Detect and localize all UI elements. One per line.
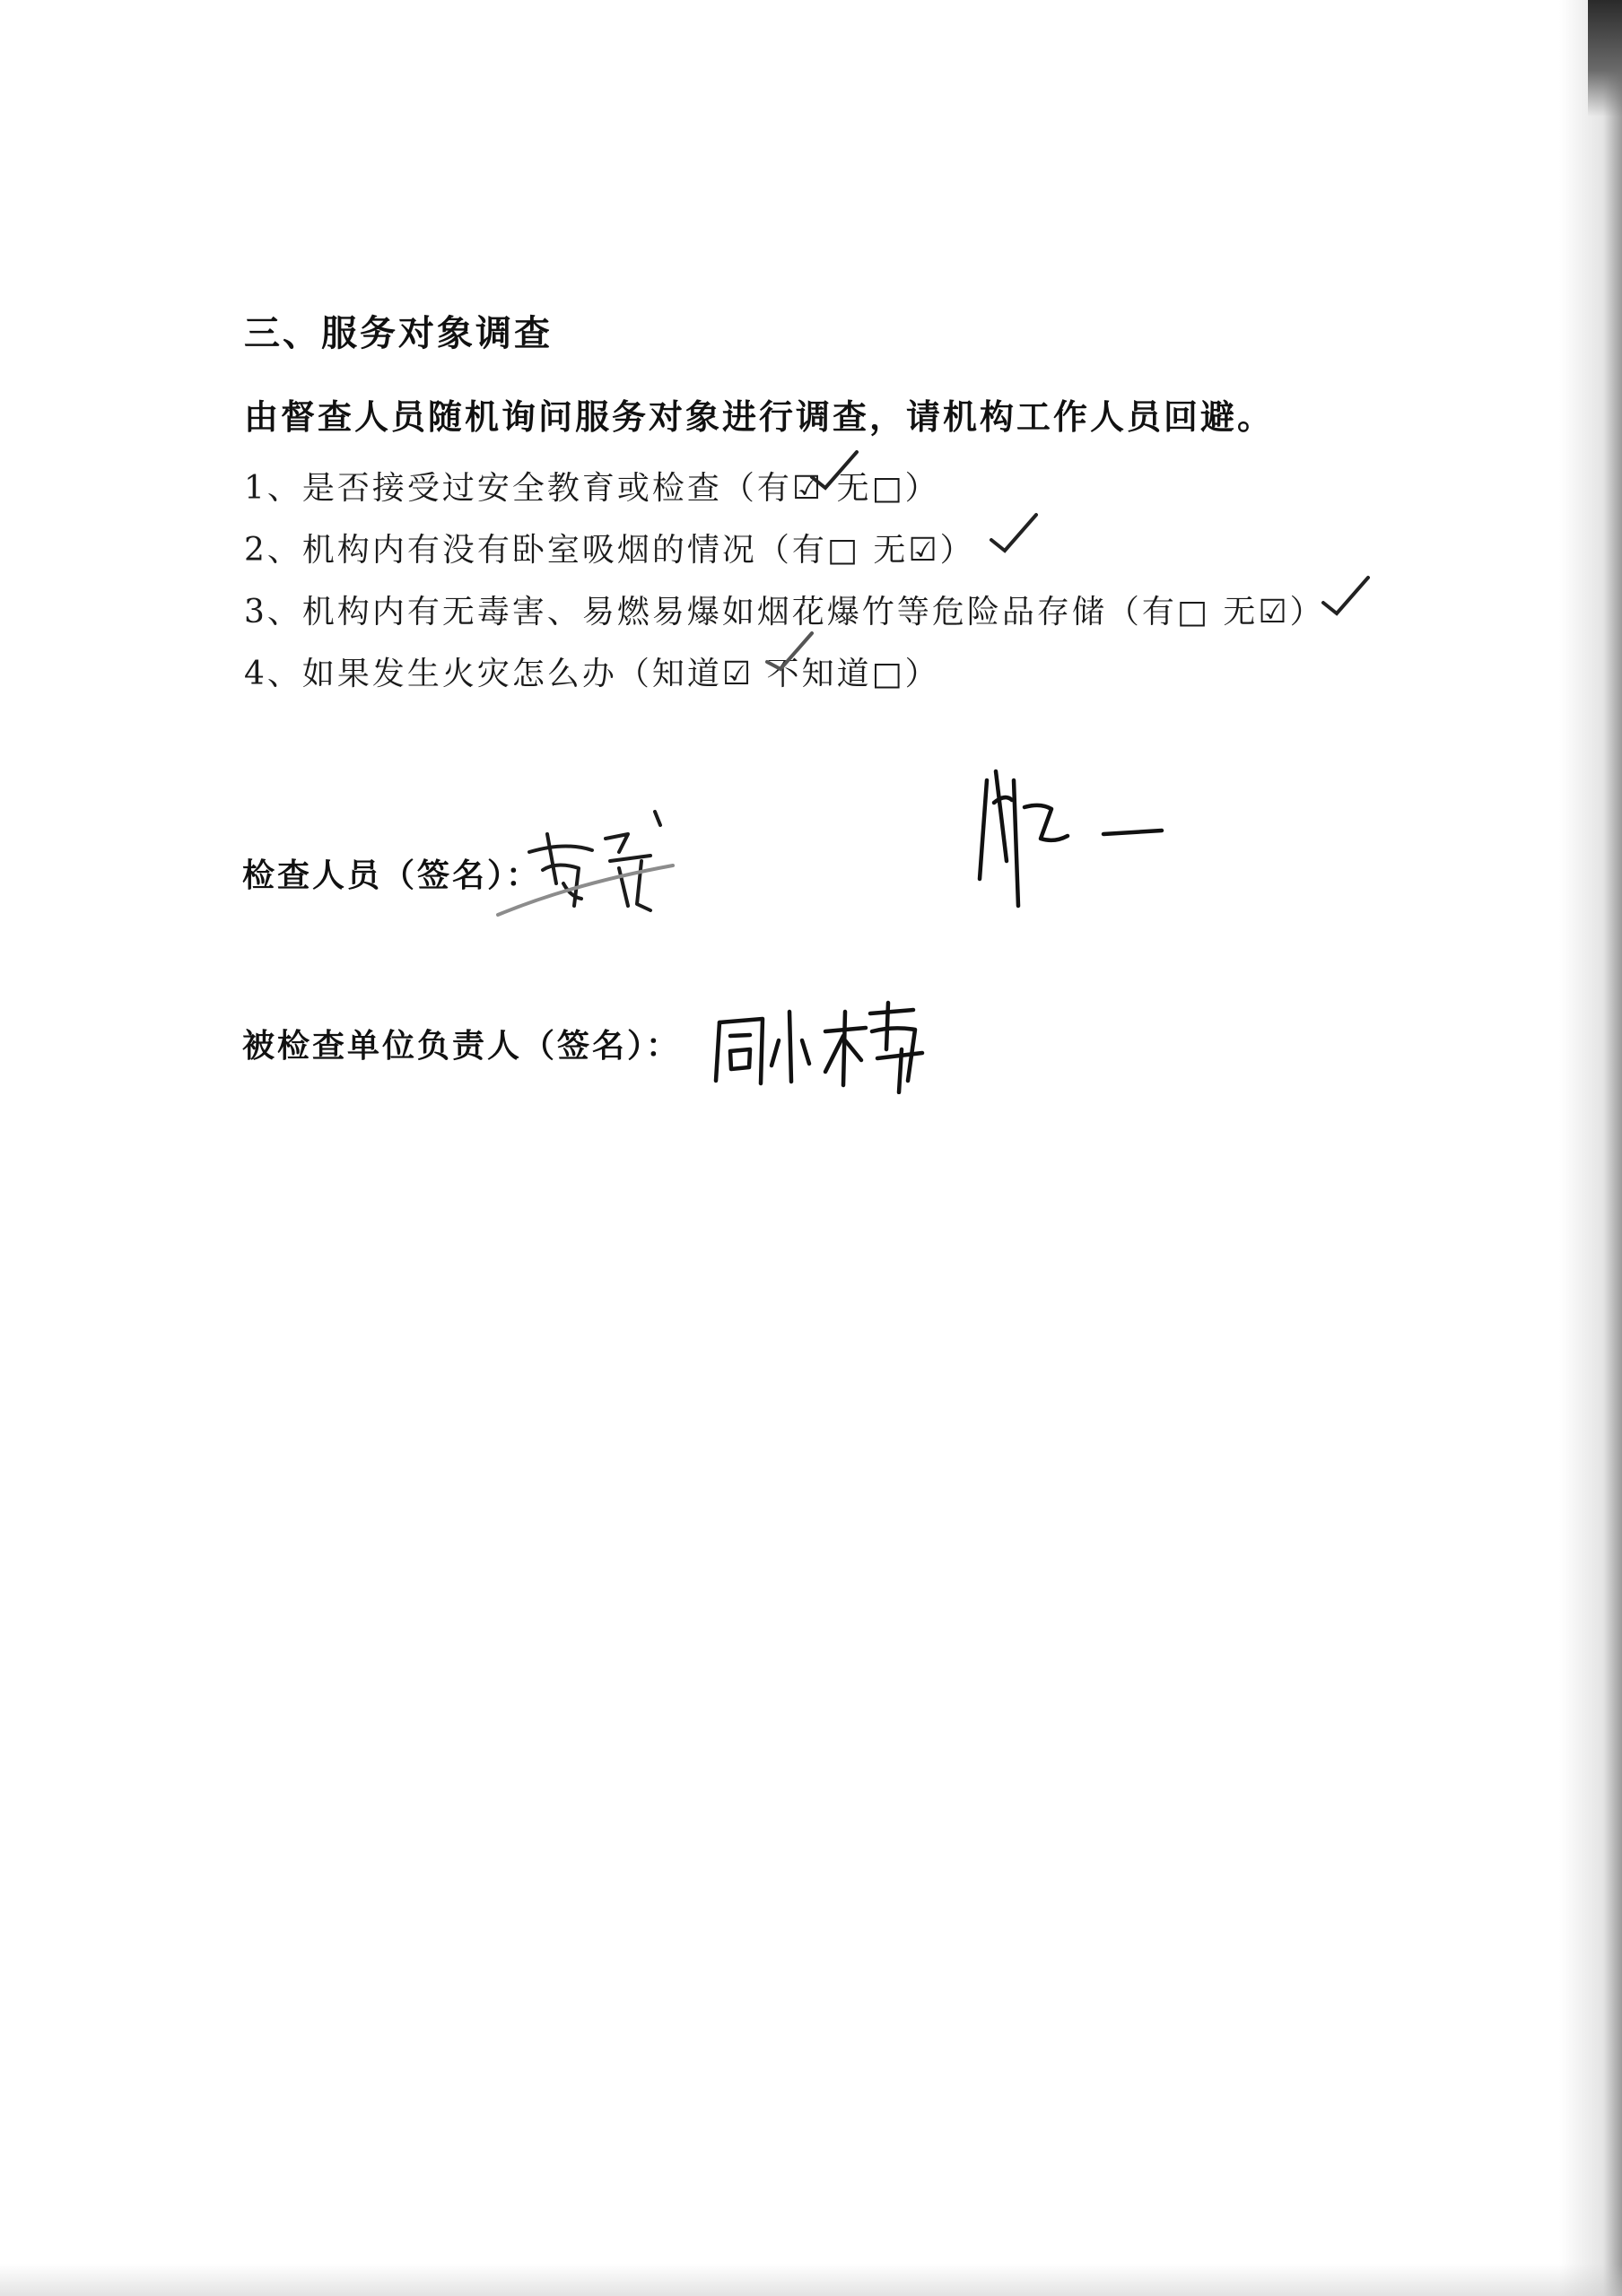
page-corner-shadow: [1588, 0, 1622, 117]
check-mark-q2: [987, 511, 1041, 560]
question-2: 2、机构内有没有卧室吸烟的情况（有□ 无☑）: [244, 532, 975, 569]
inspector-signature-2: [969, 753, 1175, 915]
question-3: 3、机构内有无毒害、易燃易爆如烟花爆竹等危险品存储（有□ 无☑）: [244, 594, 1325, 631]
question-1: 1、是否接受过安全教育或检查（有☑ 无□）: [244, 470, 940, 507]
question-4: 4、如果发生火灾怎么办（知道☑ 不知道□）: [244, 656, 940, 692]
responsible-signature-label: 被检查单位负责人（签名）：: [242, 1027, 682, 1065]
section-heading: 三、服务对象调查: [244, 312, 553, 354]
check-mark-q1: [807, 448, 861, 497]
check-mark-q4: [763, 628, 816, 676]
page-edge-shadow: [1559, 0, 1622, 2296]
page-bottom-shadow: [0, 2264, 1622, 2296]
check-mark-q3: [1319, 574, 1373, 622]
inspector-signature-1: [493, 798, 700, 933]
responsible-signature: [709, 996, 960, 1094]
inspector-signature-label: 检查人员（签名）：: [242, 857, 542, 894]
instruction-text: 由督查人员随机询问服务对象进行调查，请机构工作人员回避。: [244, 396, 1275, 437]
